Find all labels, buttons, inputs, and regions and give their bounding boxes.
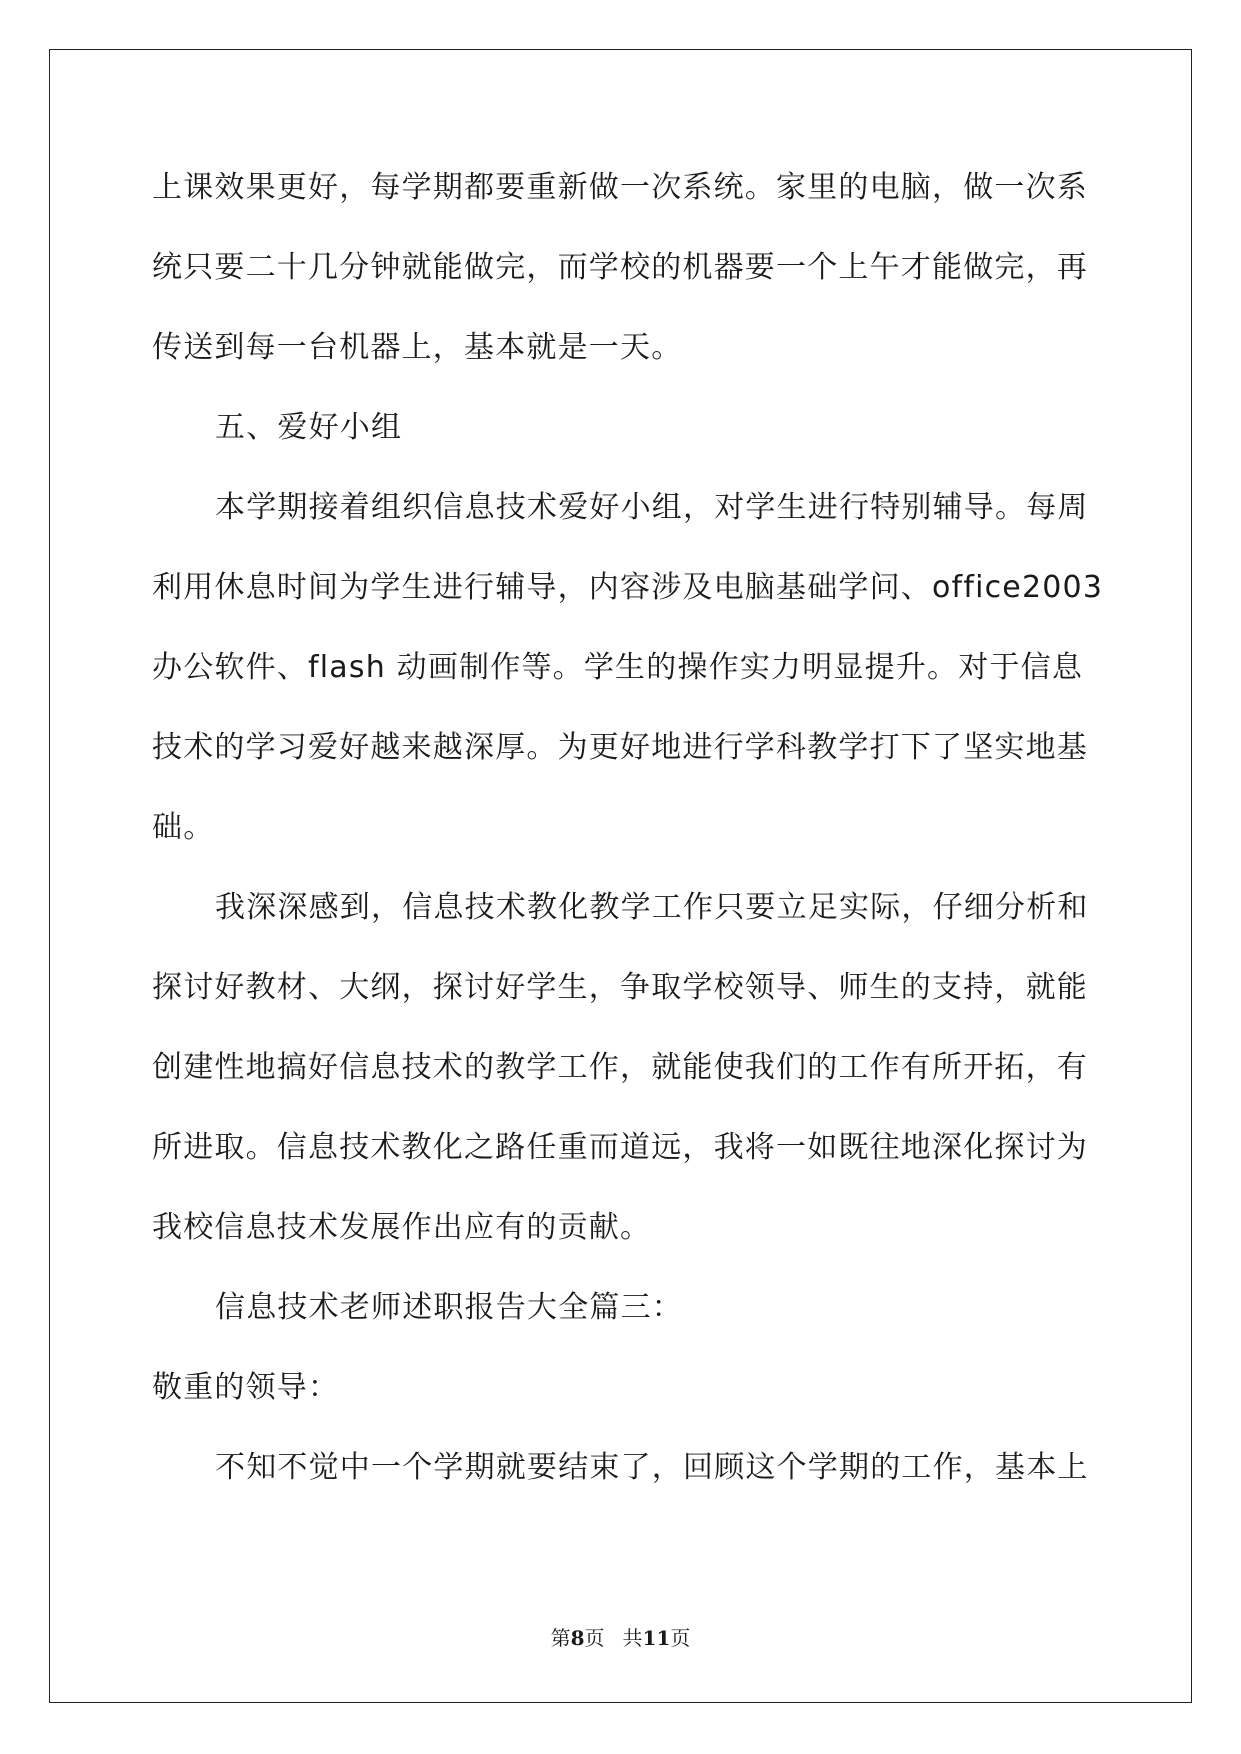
paragraph-first-line: 本学期接着组织信息技术爱好小组，对学生进行特别辅导。每周 <box>215 490 1089 525</box>
paragraph-first-line: 我深深感到，信息技术教化教学工作只要立足实际，仔细分析和 <box>215 890 1089 925</box>
section-heading: 五、爱好小组 <box>215 410 403 445</box>
text-line: 利用休息时间为学生进行辅导，内容涉及电脑基础学问、office2003 <box>152 570 1104 605</box>
total-unit: 页 <box>670 1626 691 1650</box>
text-line: 统只要二十几分钟就能做完，而学校的机器要一个上午才能做完，再 <box>152 250 1088 285</box>
text-line: 技术的学习爱好越来越深厚。为更好地进行学科教学打下了坚实地基 <box>152 730 1088 765</box>
text-line: 创建性地搞好信息技术的教学工作，就能使我们的工作有所开拓，有 <box>152 1050 1088 1085</box>
page-unit: 页 <box>584 1626 605 1650</box>
paragraph-first-line: 不知不觉中一个学期就要结束了，回顾这个学期的工作，基本上 <box>215 1450 1089 1485</box>
text-line: 我校信息技术发展作出应有的贡献。 <box>152 1210 652 1245</box>
text-line: 上课效果更好，每学期都要重新做一次系统。家里的电脑，做一次系 <box>152 170 1088 205</box>
salutation: 敬重的领导： <box>152 1370 340 1405</box>
text-line: 传送到每一台机器上，基本就是一天。 <box>152 330 683 365</box>
page-footer <box>0 1625 1241 1651</box>
text-line: 础。 <box>152 810 215 845</box>
page-number: 8 <box>570 1626 585 1650</box>
page-total: 11 <box>642 1626 671 1650</box>
total-prefix: 共 <box>622 1626 643 1650</box>
text-line: 探讨好教材、大纲，探讨好学生，争取学校领导、师生的支持，就能 <box>152 970 1088 1005</box>
page-prefix: 第 <box>550 1626 571 1650</box>
text-line: 办公软件、flash 动画制作等。学生的操作实力明显提升。对于信息 <box>152 650 1084 685</box>
text-line: 所进取。信息技术教化之路任重而道远，我将一如既往地深化探讨为 <box>152 1130 1088 1165</box>
article-title: 信息技术老师述职报告大全篇三： <box>215 1290 683 1325</box>
